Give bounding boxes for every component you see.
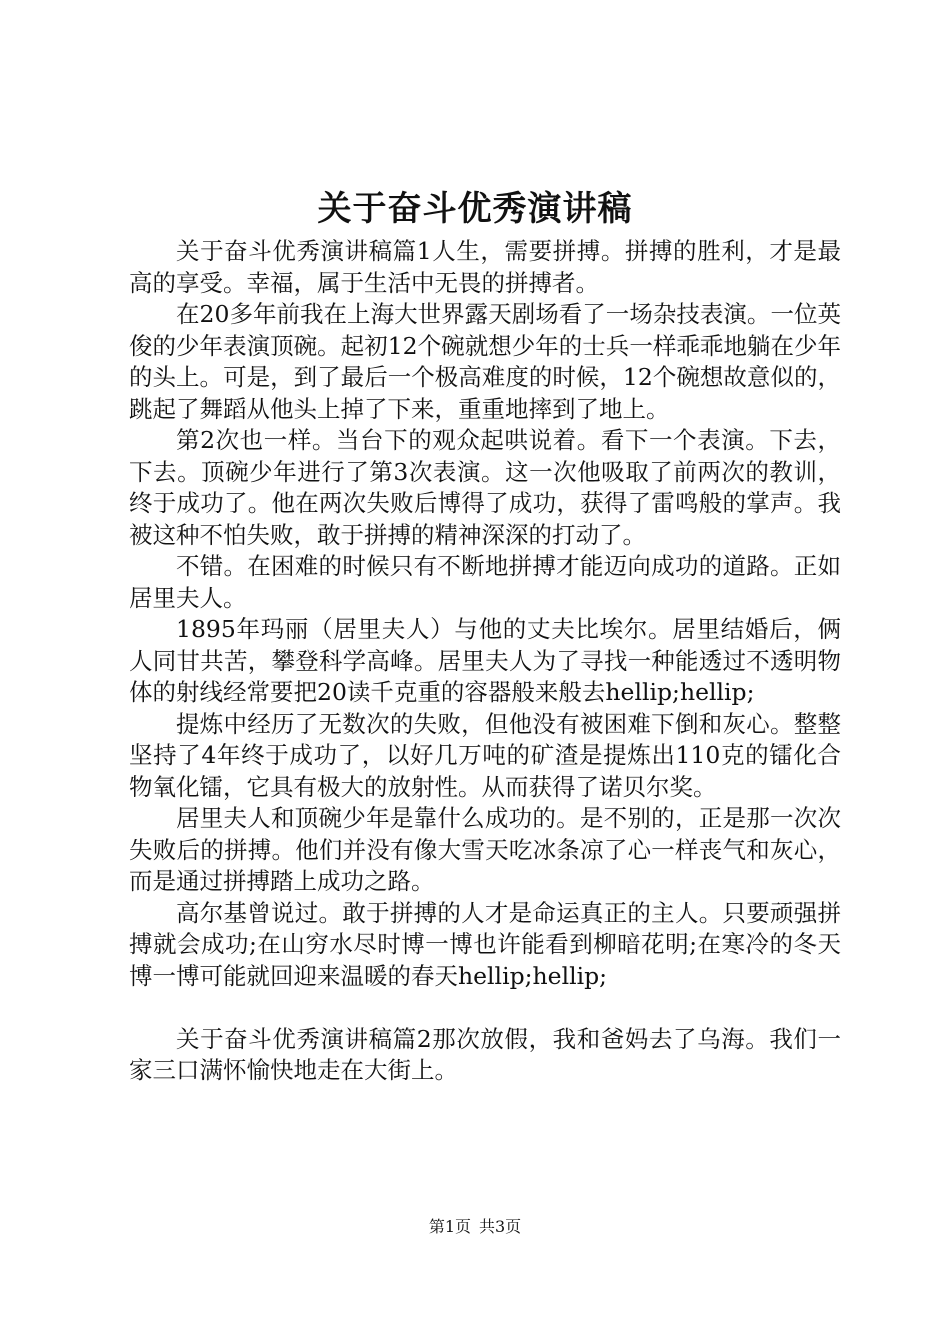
document-title: 关于奋斗优秀演讲稿 [317,189,633,229]
page-total: 共3页 [479,1217,522,1236]
page-number: 第1页 [428,1217,471,1236]
paragraph: 第2次也一样。当台下的观众起哄说着。看下一个表演。下去，下去。顶碗少年进行了第3次表演。这一次他吸取了前两次的教训，终于成功了。他在两次失败后博得了成功，获得了雷鸣般的掌声。我被这种不怕失败，敢于拼搏的精神深深的打动了。 [129,426,841,549]
paragraph: 关于奋斗优秀演讲稿篇2那次放假，我和爸妈去了乌海。我们一家三口满怀愉快地走在大街上。 [129,1024,841,1084]
paragraph: 在20多年前我在上海大世界露天剧场看了一场杂技表演。一位英俊的少年表演顶碗。起初12个碗就想少年的士兵一样乖乖地躺在少年的头上。可是，到了最后一个极高难度的时候，12个碗想故意似的，跳起了舞蹈从他头上掉了下来，重重地摔到了地上。 [129,300,841,423]
paragraph: 提炼中经历了无数次的失败，但他没有被困难下倒和灰心。整整坚持了4年终于成功了，以好几万吨的矿渣是提炼出110克的镭化合物氧化镭，它具有极大的放射性。从而获得了诺贝尔奖。 [129,709,841,801]
paragraph: 1895年玛丽（居里夫人）与他的丈夫比埃尔。居里结婚后，俩人同甘共苦，攀登科学高峰。居里夫人为了寻找一种能透过不透明物体的射线经常要把20读千克重的容器般来般去hellip;hellip; [129,615,841,706]
document-body [129,236,841,1087]
paragraph: 不错。在困难的时候只有不断地拼搏才能迈向成功的道路。正如居里夫人。 [129,552,841,612]
paragraph: 居里夫人和顶碗少年是靠什么成功的。是不别的，正是那一次次失败后的拼搏。他们并没有像大雪天吃冰条凉了心一样丧气和灰心，而是通过拼搏踏上成功之路。 [129,804,841,895]
paragraph: 高尔基曾说过。敢于拼搏的人才是命运真正的主人。只要顽强拼搏就会成功;在山穷水尽时博一博也许能看到柳暗花明;在寒冷的冬天博一博可能就回迎来温暖的春天hellip;hellip; [129,898,841,990]
paragraph: 关于奋斗优秀演讲稿篇1人生，需要拼搏。拼搏的胜利，才是最高的享受。幸福，属于生活中无畏的拼搏者。 [129,237,841,297]
page-footer [0,1216,950,1238]
